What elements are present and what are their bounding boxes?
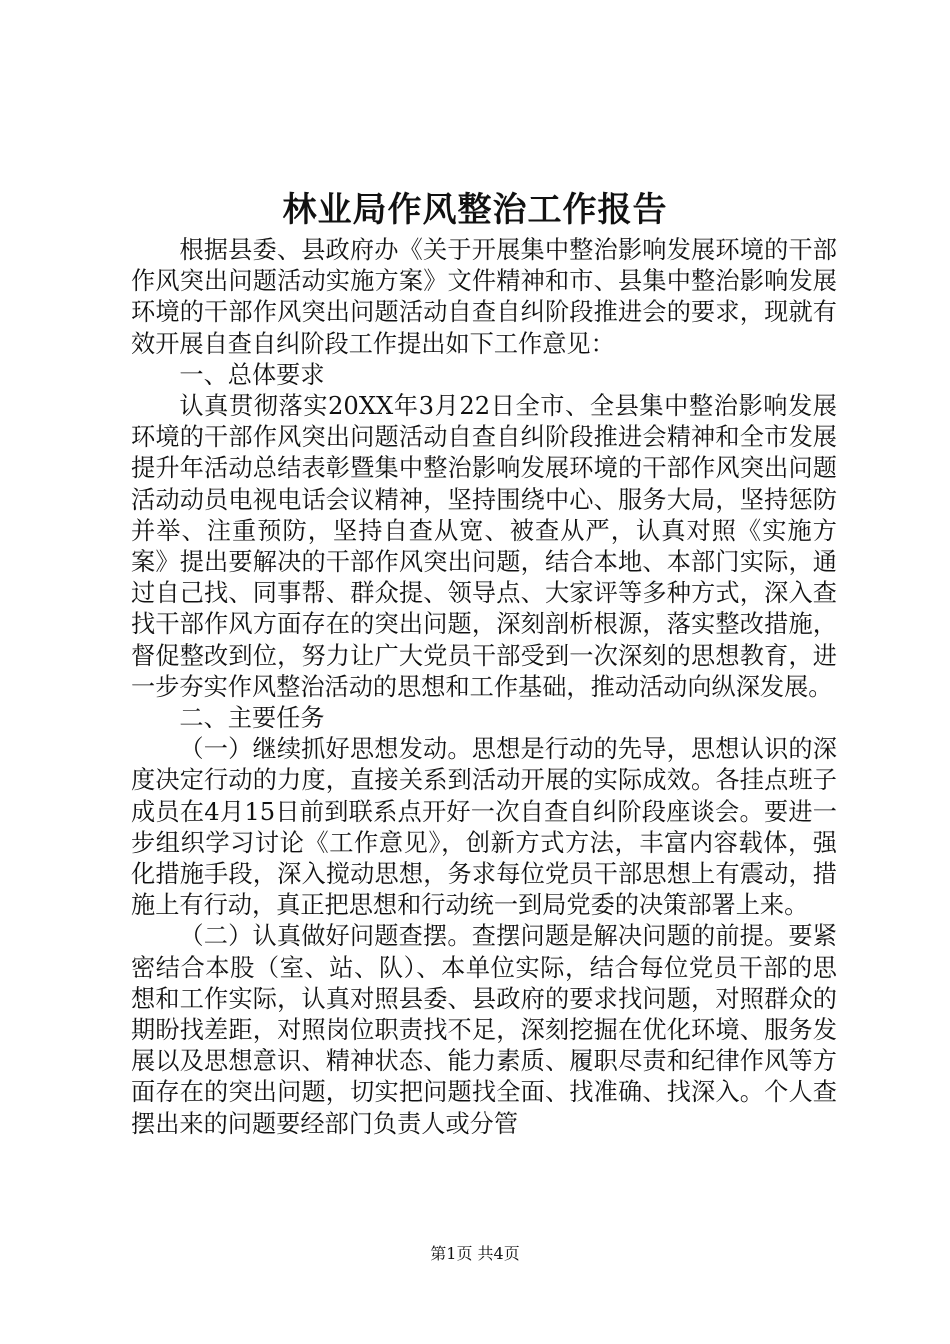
task-one-paragraph: （一）继续抓好思想发动。思想是行动的先导，思想认识的深度决定行动的力度，直接关系到活动开展的实际成效。各挂点班子成员在4月15日前到联系点开好一次自查自纠阶段座谈会。要进一步组织学习讨论《工作意见》，创新方式方法，丰富内容载体，强化措施手段，深入搅动思想，务求每位党员干部思想上有震动，措施上有行动，真正把思想和行动统一到局党委的决策部署上来。 (131, 735, 837, 920)
document-title: 林业局作风整治工作报告 (282, 190, 668, 230)
general-requirements-paragraph: 认真贯彻落实20XX年3月22日全市、全县集中整治影响发展环境的干部作风突出问题活动自查自纠阶段推进会精神和全市发展提升年活动总结表彰暨集中整治影响发展环境的干部作风突出问题活动动员电视电话会议精神，坚持围绕中心、服务大局，坚持惩防并举、注重预防，坚持自查从宽、被查从严，认真对照《实施方案》提出要解决的干部作风突出问题，结合本地、本部门实际，通过自己找、同事帮、群众提、领导点、大家评等多种方式，深入查找干部作风方面存在的突出问题，深刻剖析根源，落实整改措施，督促整改到位，努力让广大党员干部受到一次深刻的思想教育，进一步夯实作风整治活动的思想和工作基础，推动活动向纵深发展。 (131, 392, 837, 701)
page-number-footer: 第1页 共4页 (430, 1244, 520, 1263)
document-body (131, 235, 837, 1140)
intro-paragraph: 根据县委、县政府办《关于开展集中整治影响发展环境的干部作风突出问题活动实施方案》文件精神和市、县集中整治影响发展环境的干部作风突出问题活动自查自纠阶段推进会的要求，现就有效开展自查自纠阶段工作提出如下工作意见： (131, 236, 837, 358)
section-heading-main-tasks: 二、主要任务 (179, 704, 325, 733)
section-heading-general-requirements: 一、总体要求 (179, 360, 325, 389)
task-two-paragraph: （二）认真做好问题查摆。查摆问题是解决问题的前提。要紧密结合本股（室、站、队）、本单位实际，结合每位党员干部的思想和工作实际，认真对照县委、县政府的要求找问题，对照群众的期盼找差距，对照岗位职责找不足，深刻挖掘在优化环境、服务发展以及思想意识、精神状态、能力素质、履职尽责和纪律作风等方面存在的突出问题，切实把问题找全面、找准确、找深入。个人查摆出来的问题要经部门负责人或分管 (131, 922, 837, 1138)
